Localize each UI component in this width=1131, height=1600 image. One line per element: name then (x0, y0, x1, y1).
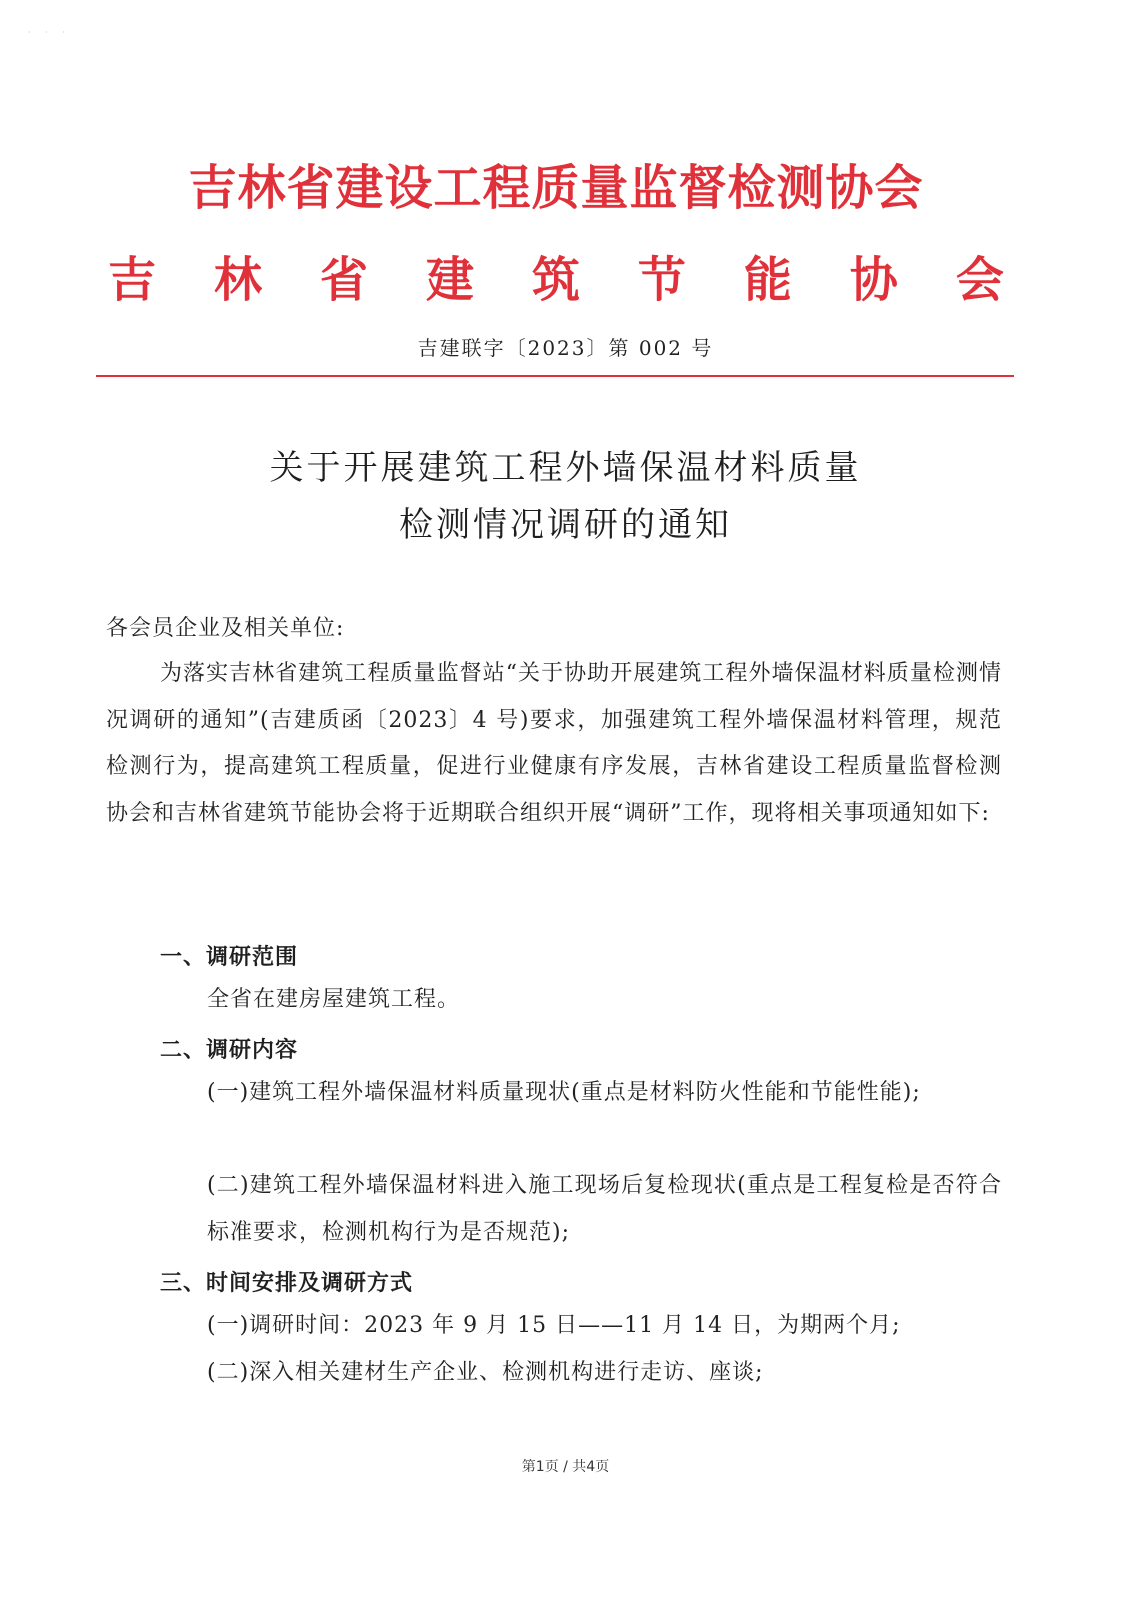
issuing-org-2-char: 省 (319, 252, 368, 308)
red-divider (96, 375, 1014, 377)
page-footer: 第1页 / 共4页 (521, 1459, 610, 1475)
intro-paragraph: 为落实吉林省建筑工程质量监督站“关于协助开展建筑工程外墙保温材料质量检测情况调研的通知”(吉建质函〔2023〕4 号)要求，加强建筑工程外墙保温材料管理，规范检测行为，提高建筑工程质量，促进行业健康有序发展，吉林省建设工程质量监督检测协会和吉林省建筑节能协会将于近期联合组织开展“调研”工作，现将相关事项通知如下: (106, 661, 1002, 826)
section-item-schedule-1: (一)调研时间：2023 年 9 月 15 日——11 月 14 日，为期两个月; (207, 1313, 901, 1338)
document-number: 吉建联字〔2023〕第 002 号 (417, 336, 714, 360)
issuing-org-2 (108, 250, 1004, 310)
scan-artifact: · · · (28, 28, 71, 37)
section-heading-scope: 一、调研范围 (160, 945, 299, 970)
issuing-org-2-char: 节 (637, 252, 686, 308)
section-item-content-1: (一)建筑工程外墙保温材料质量现状(重点是材料防火性能和节能性能); (207, 1080, 921, 1105)
issuing-org-2-char: 筑 (531, 252, 580, 308)
issuing-org-2-char: 林 (213, 252, 262, 308)
issuing-org-2-char: 协 (849, 252, 898, 308)
section-item-schedule-2: (二)深入相关建材生产企业、检测机构进行走访、座谈; (207, 1360, 764, 1385)
issuing-org-2-char: 建 (425, 252, 474, 308)
issuing-org-2-char: 吉 (108, 252, 157, 308)
salutation: 各会员企业及相关单位: (106, 616, 345, 641)
issuing-org-2-char: 会 (955, 252, 1004, 308)
issuing-org-1: 吉林省建设工程质量监督检测协会 (188, 160, 924, 216)
section-heading-schedule: 三、时间安排及调研方式 (160, 1271, 414, 1296)
section-heading-content: 二、调研内容 (160, 1038, 299, 1063)
title-line-2: 检测情况调研的通知 (399, 505, 732, 545)
issuing-org-2-char: 能 (743, 252, 792, 308)
section-item-scope-1: 全省在建房屋建筑工程。 (207, 987, 461, 1012)
title-line-1: 关于开展建筑工程外墙保温材料质量 (269, 448, 862, 488)
section-item-content-2: (二)建筑工程外墙保温材料进入施工现场后复检现状(重点是工程复检是否符合标准要求，检测机构行为是否规范); (207, 1173, 1002, 1245)
